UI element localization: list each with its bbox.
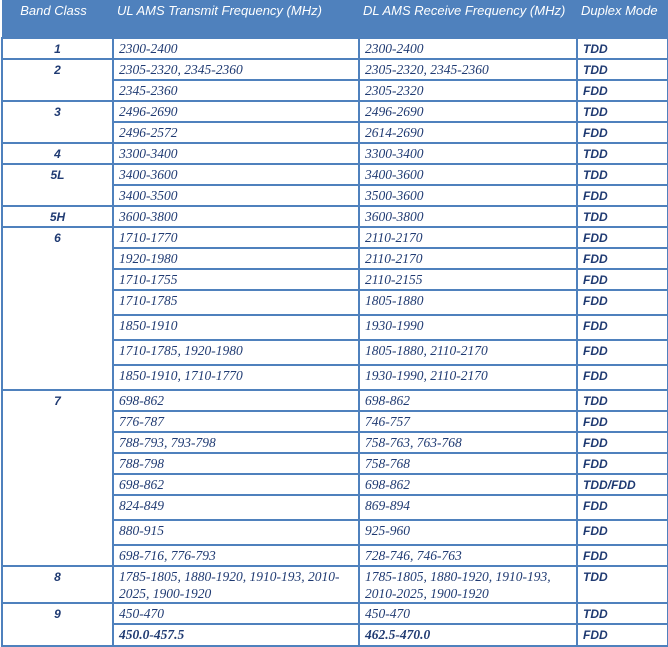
ul-frequency-cell: 880-915 bbox=[113, 520, 359, 545]
dl-frequency-cell: 2110-2170 bbox=[359, 227, 577, 248]
duplex-mode-cell: TDD bbox=[577, 101, 668, 122]
dl-frequency-cell: 3600-3800 bbox=[359, 206, 577, 227]
band-class-cell: 9 bbox=[2, 603, 113, 646]
duplex-mode-cell: FDD bbox=[577, 495, 668, 520]
dl-frequency-cell: 2300-2400 bbox=[359, 38, 577, 59]
band-class-cell: 4 bbox=[2, 143, 113, 164]
ul-frequency-cell: 1710-1785, 1920-1980 bbox=[113, 340, 359, 365]
dl-frequency-cell: 1805-1880 bbox=[359, 290, 577, 315]
ul-frequency-cell: 1710-1755 bbox=[113, 269, 359, 290]
table-row bbox=[2, 603, 668, 624]
header-band-class: Band Class bbox=[2, 0, 113, 38]
dl-frequency-cell: 2305-2320, 2345-2360 bbox=[359, 59, 577, 80]
header-dl-frequency: DL AMS Receive Frequency (MHz) bbox=[359, 0, 577, 38]
ul-frequency-cell: 824-849 bbox=[113, 495, 359, 520]
duplex-mode-cell: FDD bbox=[577, 411, 668, 432]
ul-frequency-cell: 1920-1980 bbox=[113, 248, 359, 269]
table-row bbox=[2, 59, 668, 80]
duplex-mode-cell: TDD bbox=[577, 566, 668, 603]
duplex-mode-cell: TDD/FDD bbox=[577, 474, 668, 495]
band-class-cell: 8 bbox=[2, 566, 113, 603]
band-class-cell: 5H bbox=[2, 206, 113, 227]
duplex-mode-cell: FDD bbox=[577, 545, 668, 566]
table-row bbox=[2, 38, 668, 59]
table-row bbox=[2, 227, 668, 248]
ul-frequency-cell: 1710-1770 bbox=[113, 227, 359, 248]
ul-frequency-cell: 698-716, 776-793 bbox=[113, 545, 359, 566]
dl-frequency-cell: 2305-2320 bbox=[359, 80, 577, 101]
duplex-mode-cell: FDD bbox=[577, 520, 668, 545]
ul-frequency-cell: 3600-3800 bbox=[113, 206, 359, 227]
ul-frequency-cell: 1850-1910, 1710-1770 bbox=[113, 365, 359, 390]
duplex-mode-cell: TDD bbox=[577, 390, 668, 411]
ul-frequency-cell: 450.0-457.5 bbox=[113, 624, 359, 646]
ul-frequency-cell: 450-470 bbox=[113, 603, 359, 624]
dl-frequency-cell: 1805-1880, 2110-2170 bbox=[359, 340, 577, 365]
ul-frequency-cell: 3400-3600 bbox=[113, 164, 359, 185]
duplex-mode-cell: FDD bbox=[577, 269, 668, 290]
table-row bbox=[2, 390, 668, 411]
ul-frequency-cell: 1710-1785 bbox=[113, 290, 359, 315]
band-class-cell: 6 bbox=[2, 227, 113, 390]
dl-frequency-cell: 746-757 bbox=[359, 411, 577, 432]
duplex-mode-cell: TDD bbox=[577, 603, 668, 624]
dl-frequency-cell: 2110-2170 bbox=[359, 248, 577, 269]
ul-frequency-cell: 1785-1805, 1880-1920, 1910-193, 2010-2025, 1900-1920 bbox=[113, 566, 359, 603]
dl-frequency-cell: 758-763, 763-768 bbox=[359, 432, 577, 453]
ul-frequency-cell: 776-787 bbox=[113, 411, 359, 432]
ul-frequency-cell: 2305-2320, 2345-2360 bbox=[113, 59, 359, 80]
table-body bbox=[2, 38, 668, 646]
header-ul-frequency: UL AMS Transmit Frequency (MHz) bbox=[113, 0, 359, 38]
duplex-mode-cell: FDD bbox=[577, 248, 668, 269]
duplex-mode-cell: TDD bbox=[577, 38, 668, 59]
dl-frequency-cell: 462.5-470.0 bbox=[359, 624, 577, 646]
duplex-mode-cell: FDD bbox=[577, 365, 668, 390]
band-class-cell: 5L bbox=[2, 164, 113, 206]
table-row bbox=[2, 164, 668, 185]
duplex-mode-cell: FDD bbox=[577, 624, 668, 646]
header-duplex-mode: Duplex Mode bbox=[577, 0, 668, 38]
dl-frequency-cell: 728-746, 746-763 bbox=[359, 545, 577, 566]
table-row bbox=[2, 143, 668, 164]
duplex-mode-cell: FDD bbox=[577, 185, 668, 206]
duplex-mode-cell: FDD bbox=[577, 290, 668, 315]
band-class-table bbox=[1, 0, 668, 647]
table-row bbox=[2, 206, 668, 227]
duplex-mode-cell: FDD bbox=[577, 432, 668, 453]
dl-frequency-cell: 758-768 bbox=[359, 453, 577, 474]
header-row bbox=[2, 0, 668, 38]
duplex-mode-cell: TDD bbox=[577, 143, 668, 164]
ul-frequency-cell: 3300-3400 bbox=[113, 143, 359, 164]
duplex-mode-cell: FDD bbox=[577, 453, 668, 474]
table-row bbox=[2, 101, 668, 122]
band-class-cell: 7 bbox=[2, 390, 113, 566]
band-class-cell: 2 bbox=[2, 59, 113, 101]
ul-frequency-cell: 3400-3500 bbox=[113, 185, 359, 206]
ul-frequency-cell: 1850-1910 bbox=[113, 315, 359, 340]
duplex-mode-cell: FDD bbox=[577, 340, 668, 365]
dl-frequency-cell: 1785-1805, 1880-1920, 1910-193, 2010-2025, 1900-1920 bbox=[359, 566, 577, 603]
duplex-mode-cell: FDD bbox=[577, 315, 668, 340]
dl-frequency-cell: 3500-3600 bbox=[359, 185, 577, 206]
dl-frequency-cell: 869-894 bbox=[359, 495, 577, 520]
dl-frequency-cell: 2110-2155 bbox=[359, 269, 577, 290]
ul-frequency-cell: 2496-2690 bbox=[113, 101, 359, 122]
dl-frequency-cell: 2496-2690 bbox=[359, 101, 577, 122]
ul-frequency-cell: 698-862 bbox=[113, 474, 359, 495]
dl-frequency-cell: 1930-1990, 2110-2170 bbox=[359, 365, 577, 390]
duplex-mode-cell: FDD bbox=[577, 122, 668, 143]
table-row bbox=[2, 566, 668, 603]
ul-frequency-cell: 698-862 bbox=[113, 390, 359, 411]
dl-frequency-cell: 450-470 bbox=[359, 603, 577, 624]
duplex-mode-cell: TDD bbox=[577, 164, 668, 185]
ul-frequency-cell: 788-798 bbox=[113, 453, 359, 474]
duplex-mode-cell: FDD bbox=[577, 227, 668, 248]
ul-frequency-cell: 788-793, 793-798 bbox=[113, 432, 359, 453]
dl-frequency-cell: 698-862 bbox=[359, 390, 577, 411]
duplex-mode-cell: TDD bbox=[577, 59, 668, 80]
band-class-cell: 1 bbox=[2, 38, 113, 59]
duplex-mode-cell: FDD bbox=[577, 80, 668, 101]
dl-frequency-cell: 2614-2690 bbox=[359, 122, 577, 143]
dl-frequency-cell: 698-862 bbox=[359, 474, 577, 495]
ul-frequency-cell: 2345-2360 bbox=[113, 80, 359, 101]
duplex-mode-cell: TDD bbox=[577, 206, 668, 227]
dl-frequency-cell: 925-960 bbox=[359, 520, 577, 545]
dl-frequency-cell: 1930-1990 bbox=[359, 315, 577, 340]
dl-frequency-cell: 3300-3400 bbox=[359, 143, 577, 164]
ul-frequency-cell: 2300-2400 bbox=[113, 38, 359, 59]
ul-frequency-cell: 2496-2572 bbox=[113, 122, 359, 143]
band-class-cell: 3 bbox=[2, 101, 113, 143]
dl-frequency-cell: 3400-3600 bbox=[359, 164, 577, 185]
